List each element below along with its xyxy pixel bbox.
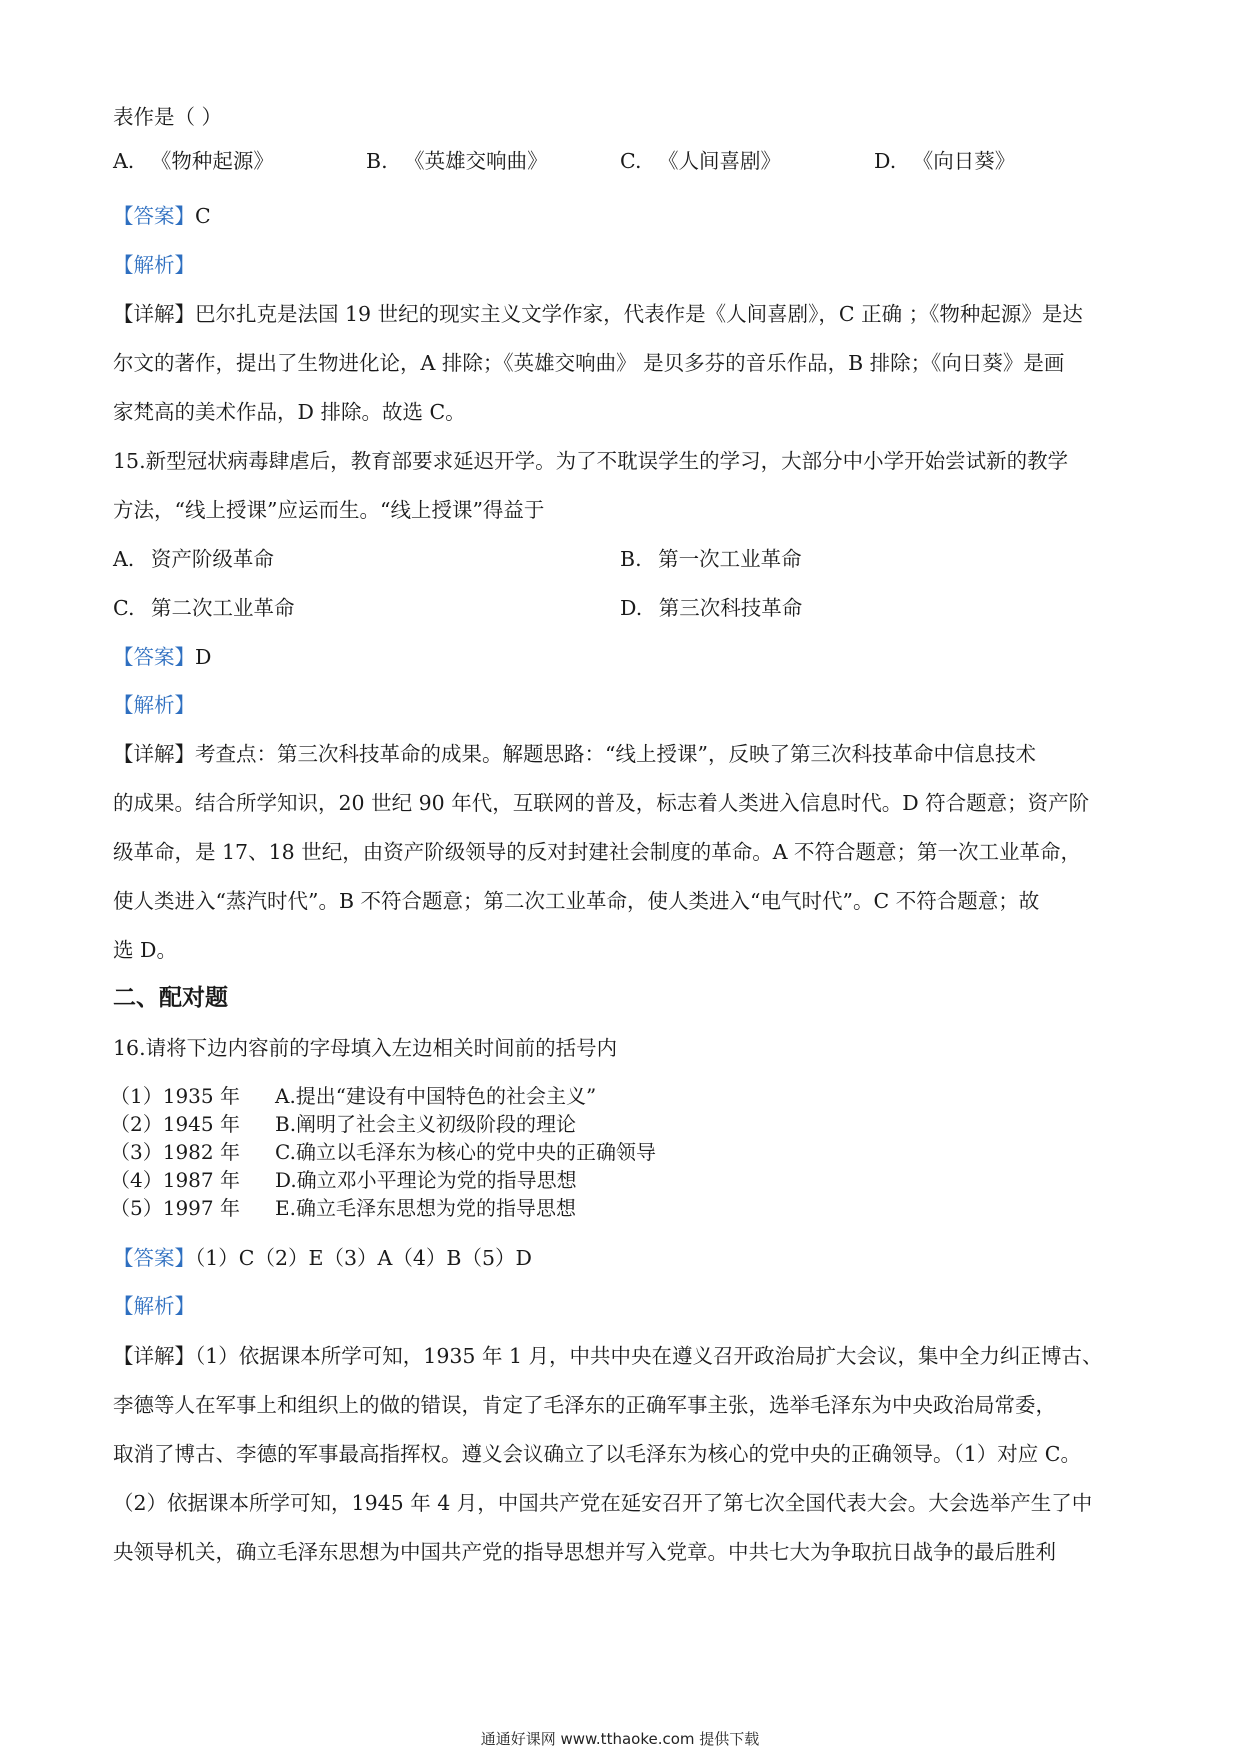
option-text: 资产阶级革命 bbox=[150, 547, 274, 571]
option-text: 《物种起源》 bbox=[150, 149, 274, 173]
option-text: 第一次工业革命 bbox=[658, 547, 802, 571]
option-letter: B. bbox=[366, 149, 388, 173]
q14-detail-line-3: 家梵高的美术作品，D 排除。故选 C。 bbox=[113, 400, 466, 424]
answer-value: D bbox=[195, 645, 212, 669]
q16-detail-line-5: 央领导机关，确立毛泽东思想为中国共产党的指导思想并写入党章。中共七大为争取抗日战争的最后胜利 bbox=[113, 1540, 1056, 1564]
q15-analysis bbox=[113, 691, 1133, 719]
q15-option-b bbox=[620, 545, 802, 573]
q14-option-b bbox=[366, 147, 548, 175]
match-time: （5）1997 年 bbox=[110, 1196, 240, 1220]
option-text: 《向日葵》 bbox=[912, 149, 1016, 173]
match-time: （2）1945 年 bbox=[110, 1112, 240, 1136]
option-letter: B. bbox=[620, 547, 642, 571]
q14-stem-tail: 表作是（ ） bbox=[113, 105, 223, 129]
q16-match-row bbox=[110, 1139, 656, 1165]
q15-detail-line-2: 的成果。结合所学知识，20 世纪 90 年代，互联网的普及，标志着人类进入信息时代。D 符合题意；资产阶 bbox=[113, 791, 1090, 815]
option-letter: C. bbox=[620, 149, 642, 173]
q16-detail-line-4: （2）依据课本所学可知，1945 年 4 月，中国共产党在延安召开了第七次全国代表大会。大会选举产生了中 bbox=[113, 1491, 1093, 1515]
match-item: C.确立以毛泽东为核心的党中央的正确领导 bbox=[275, 1140, 656, 1164]
option-text: 第三次科技革命 bbox=[658, 596, 803, 620]
q15-detail-line-5: 选 D。 bbox=[113, 938, 177, 962]
q14-detail-line-2: 尔文的著作，提出了生物进化论，A 排除；《英雄交响曲》 是贝多芬的音乐作品，B 排除；《向日葵》是画 bbox=[113, 351, 1065, 375]
q15-detail-line-4: 使人类进入“蒸汽时代”。B 不符合题意；第二次工业革命，使人类进入“电气时代”。C 不符合题意；故 bbox=[113, 889, 1040, 913]
q14-option-c bbox=[620, 147, 781, 175]
answer-tag: 【答案】 bbox=[113, 1246, 195, 1270]
option-letter: D. bbox=[874, 149, 897, 173]
q16-detail-line-1 bbox=[113, 1342, 1133, 1370]
section-title: 二、配对题 bbox=[113, 984, 228, 1011]
page-footer: 通通好课网 www.tthaoke.com 提供下载 bbox=[480, 1730, 760, 1748]
q16-match-row bbox=[110, 1195, 576, 1221]
option-letter: A. bbox=[113, 547, 135, 571]
detail-tag: 【详解】 bbox=[113, 1344, 195, 1368]
detail-text: （1）依据课本所学可知，1935 年 1 月，中共中央在遵义召开政治局扩大会议，集中全力纠正博古、 bbox=[195, 1344, 1103, 1368]
q16-answer bbox=[113, 1244, 1133, 1272]
option-letter: D. bbox=[620, 596, 643, 620]
q15-option-c bbox=[113, 594, 295, 622]
detail-tag: 【详解】 bbox=[113, 742, 195, 766]
q15-detail-line-1 bbox=[113, 740, 1133, 768]
match-time: （4）1987 年 bbox=[110, 1168, 240, 1192]
q15-detail-line-3: 级革命，是 17、18 世纪，由资产阶级领导的反对封建社会制度的革命。A 不符合题意；第一次工业革命， bbox=[113, 840, 1082, 864]
q14-analysis bbox=[113, 251, 1133, 279]
match-time: （3）1982 年 bbox=[110, 1140, 240, 1164]
q16-match-row bbox=[110, 1111, 576, 1137]
detail-tag: 【详解】 bbox=[113, 302, 195, 326]
match-item: A.提出“建设有中国特色的社会主义” bbox=[275, 1084, 597, 1108]
option-text: 第二次工业革命 bbox=[151, 596, 295, 620]
answer-value: C bbox=[195, 204, 211, 228]
q16-match-row bbox=[110, 1167, 577, 1193]
q16-analysis bbox=[113, 1292, 1133, 1320]
answer-tag: 【答案】 bbox=[113, 204, 195, 228]
q14-option-d bbox=[874, 147, 1015, 175]
q15-stem-line-1: 15.新型冠状病毒肆虐后，教育部要求延迟开学。为了不耽误学生的学习，大部分中小学开始尝试新的教学 bbox=[113, 449, 1069, 473]
q16-match-row bbox=[110, 1083, 596, 1109]
match-time: （1）1935 年 bbox=[110, 1084, 240, 1108]
option-text: 《英雄交响曲》 bbox=[404, 149, 548, 173]
analysis-tag: 【解析】 bbox=[113, 253, 195, 277]
analysis-tag: 【解析】 bbox=[113, 693, 195, 717]
answer-value: （1）C（2）E（3）A（4）B（5）D bbox=[195, 1246, 532, 1270]
q15-option-a bbox=[113, 545, 274, 573]
q16-stem: 16.请将下边内容前的字母填入左边相关时间前的括号内 bbox=[113, 1036, 618, 1060]
q15-option-d bbox=[620, 594, 802, 622]
q14-answer bbox=[113, 202, 1133, 230]
q14-detail-line-1 bbox=[113, 300, 1133, 328]
match-item: D.确立邓小平理论为党的指导思想 bbox=[275, 1168, 577, 1192]
q15-stem-line-2: 方法，“线上授课”应运而生。“线上授课”得益于 bbox=[113, 498, 545, 522]
q15-answer bbox=[113, 643, 1133, 671]
q16-detail-line-2: 李德等人在军事上和组织上的做的错误，肯定了毛泽东的正确军事主张，选举毛泽东为中央政治局常委， bbox=[113, 1393, 1056, 1417]
option-letter: A. bbox=[113, 149, 135, 173]
q16-detail-line-3: 取消了博古、李德的军事最高指挥权。遵义会议确立了以毛泽东为核心的党中央的正确领导。（1）对应 C。 bbox=[113, 1442, 1081, 1466]
analysis-tag: 【解析】 bbox=[113, 1294, 195, 1318]
q14-option-a bbox=[113, 147, 274, 175]
match-item: E.确立毛泽东思想为党的指导思想 bbox=[275, 1196, 576, 1220]
detail-text: 巴尔扎克是法国 19 世纪的现实主义文学作家，代表作是《人间喜剧》，C 正确 ；《物种起源》是达 bbox=[195, 302, 1083, 326]
option-letter: C. bbox=[113, 596, 135, 620]
option-text: 《人间喜剧》 bbox=[658, 149, 782, 173]
answer-tag: 【答案】 bbox=[113, 645, 195, 669]
match-item: B.阐明了社会主义初级阶段的理论 bbox=[275, 1112, 577, 1136]
detail-text: 考查点：第三次科技革命的成果。解题思路：“线上授课”，反映了第三次科技革命中信息技术 bbox=[195, 742, 1036, 766]
